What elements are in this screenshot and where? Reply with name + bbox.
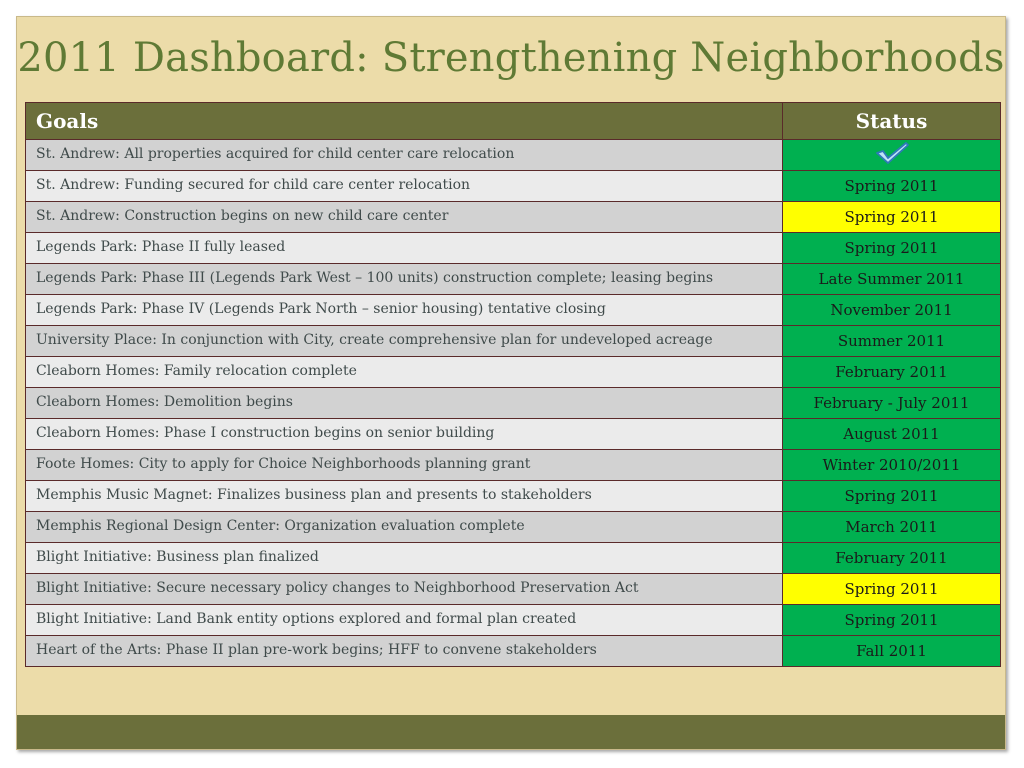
goal-cell: Legends Park: Phase II fully leased bbox=[26, 233, 783, 264]
table-row bbox=[26, 202, 1001, 233]
goal-cell: Legends Park: Phase III (Legends Park West – 100 units) construction complete; leasing begins bbox=[26, 264, 783, 295]
status-cell: Spring 2011 bbox=[783, 481, 1001, 512]
status-cell: August 2011 bbox=[783, 419, 1001, 450]
slide bbox=[16, 16, 1006, 750]
status-header: Status bbox=[783, 103, 1001, 140]
status-cell: Spring 2011 bbox=[783, 605, 1001, 636]
goal-cell: Legends Park: Phase IV (Legends Park North – senior housing) tentative closing bbox=[26, 295, 783, 326]
table-body bbox=[26, 140, 1001, 667]
table-row bbox=[26, 574, 1001, 605]
status-cell: Late Summer 2011 bbox=[783, 264, 1001, 295]
status-cell: November 2011 bbox=[783, 295, 1001, 326]
goals-header: Goals bbox=[26, 103, 783, 140]
table-row bbox=[26, 388, 1001, 419]
goal-cell: Memphis Regional Design Center: Organization evaluation complete bbox=[26, 512, 783, 543]
table-row bbox=[26, 295, 1001, 326]
goal-cell: St. Andrew: Funding secured for child care center relocation bbox=[26, 171, 783, 202]
table-row bbox=[26, 419, 1001, 450]
checkmark-icon bbox=[875, 141, 909, 169]
goal-cell: Cleaborn Homes: Family relocation complete bbox=[26, 357, 783, 388]
goal-cell: University Place: In conjunction with City, create comprehensive plan for undeveloped acreage bbox=[26, 326, 783, 357]
status-cell: Spring 2011 bbox=[783, 171, 1001, 202]
status-cell: Spring 2011 bbox=[783, 233, 1001, 264]
goal-cell: Foote Homes: City to apply for Choice Neighborhoods planning grant bbox=[26, 450, 783, 481]
table-row bbox=[26, 636, 1001, 667]
goal-cell: Heart of the Arts: Phase II plan pre-work begins; HFF to convene stakeholders bbox=[26, 636, 783, 667]
footer-bar bbox=[17, 715, 1005, 749]
status-cell: February 2011 bbox=[783, 543, 1001, 574]
dashboard-table-container bbox=[25, 102, 1000, 667]
status-cell: Spring 2011 bbox=[783, 202, 1001, 233]
status-cell: Summer 2011 bbox=[783, 326, 1001, 357]
goal-cell: Blight Initiative: Land Bank entity options explored and formal plan created bbox=[26, 605, 783, 636]
status-cell: Winter 2010/2011 bbox=[783, 450, 1001, 481]
table-row bbox=[26, 233, 1001, 264]
dashboard-table bbox=[25, 102, 1001, 667]
status-cell bbox=[783, 140, 1001, 171]
goal-cell: Cleaborn Homes: Demolition begins bbox=[26, 388, 783, 419]
goal-cell: Blight Initiative: Secure necessary policy changes to Neighborhood Preservation Act bbox=[26, 574, 783, 605]
goal-cell: St. Andrew: All properties acquired for child center care relocation bbox=[26, 140, 783, 171]
status-cell: February 2011 bbox=[783, 357, 1001, 388]
table-row bbox=[26, 543, 1001, 574]
goal-cell: Memphis Music Magnet: Finalizes business plan and presents to stakeholders bbox=[26, 481, 783, 512]
table-row bbox=[26, 357, 1001, 388]
table-row bbox=[26, 326, 1001, 357]
table-row bbox=[26, 605, 1001, 636]
table-header-row bbox=[26, 103, 1001, 140]
table-row bbox=[26, 481, 1001, 512]
table-row bbox=[26, 171, 1001, 202]
table-row bbox=[26, 264, 1001, 295]
goal-cell: St. Andrew: Construction begins on new child care center bbox=[26, 202, 783, 233]
goal-cell: Cleaborn Homes: Phase I construction begins on senior building bbox=[26, 419, 783, 450]
status-cell: March 2011 bbox=[783, 512, 1001, 543]
table-row bbox=[26, 450, 1001, 481]
status-cell: Fall 2011 bbox=[783, 636, 1001, 667]
table-row bbox=[26, 140, 1001, 171]
goal-cell: Blight Initiative: Business plan finalized bbox=[26, 543, 783, 574]
status-cell: February - July 2011 bbox=[783, 388, 1001, 419]
table-row bbox=[26, 512, 1001, 543]
page-title: 2011 Dashboard: Strengthening Neighborhoods bbox=[17, 35, 1005, 81]
status-cell: Spring 2011 bbox=[783, 574, 1001, 605]
